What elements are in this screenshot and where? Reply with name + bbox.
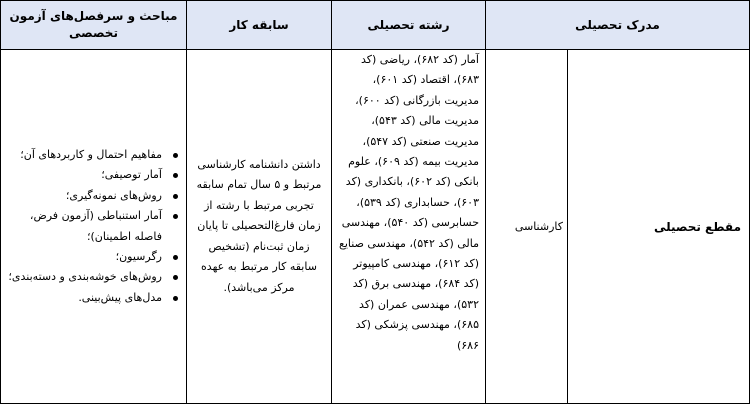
field-item: بانکداری (کد ۶۰۳) ،	[346, 175, 479, 208]
topic-item: مفاهیم احتمال و کاربردهای آن؛	[5, 145, 162, 165]
topic-item: روش‌های نمونه‌گیری؛	[5, 186, 162, 206]
field-item: مدیریت صنعتی (کد ۵۴۷) ،	[363, 135, 480, 148]
field-item: مهندسی صنایع (کد ۶۱۲) ،	[339, 237, 479, 270]
field-item: مهندسی کامپیوتر (کد ۶۸۴) ،	[353, 257, 479, 290]
field-item: حسابرسی (کد ۵۴۰) ،	[380, 216, 479, 229]
field-item: علوم بانکی (کد ۶۰۲) ،	[348, 155, 479, 188]
topic-item: آمار توصیفی؛	[5, 165, 162, 185]
header-topics: مباحث و سرفصل‌های آزمون تخصصی	[1, 1, 187, 50]
field-item: مدیریت مالی (کد ۵۴۳) ،	[371, 114, 479, 127]
field-item: مهندسی پزشکی (کد ۶۸۶)	[355, 318, 479, 352]
field-item: آمار (کد ۶۸۲) ،	[410, 53, 479, 66]
topics-list	[5, 145, 180, 308]
header-degree: مدرک تحصیلی	[486, 1, 750, 50]
level-cell: کارشناسی	[486, 50, 568, 404]
field-item: حسابداری (کد ۵۳۹) ،	[356, 196, 450, 209]
table-row	[1, 50, 750, 404]
fields-cell	[332, 50, 486, 404]
topics-cell	[1, 50, 187, 404]
topic-item: مدل‌های پیش‌بینی.	[5, 288, 162, 308]
fields-list	[336, 50, 479, 356]
topic-item: روش‌های خوشه‌بندی و دسته‌بندی؛	[5, 267, 162, 287]
field-item: مهندسی عمران (کد ۶۸۵) ،	[359, 298, 479, 331]
field-item: مدیریت بیمه (کد ۶۰۹) ،	[371, 155, 479, 168]
experience-cell: داشتن دانشنامه کارشناسی مرتبط و ۵ سال تمام سابقه تجربی مرتبط با رشته از زمان فارغ‌التحصیلی تا پایان زمان ثبت‌نام (تشخیص سابقه کار مرتبط به عهده مرکز می‌باشد).	[187, 50, 332, 404]
field-item: مدیریت بازرگانی (کد ۶۰۰) ،	[355, 94, 479, 107]
degree-cell: مقطع تحصیلی	[568, 50, 750, 404]
topic-item: آمار استنباطی (آزمون فرض، فاصله اطمینان)؛	[5, 206, 162, 247]
field-item: ریاضی (کد ۶۸۳) ،	[361, 53, 479, 86]
field-item: اقتصاد (کد ۶۰۱) ،	[373, 73, 450, 86]
topic-item: رگرسیون؛	[5, 247, 162, 267]
field-item: مهندسی برق (کد ۵۳۲) ،	[353, 277, 479, 310]
header-experience: سابقه کار	[187, 1, 332, 50]
header-field: رشته تحصیلی	[332, 1, 486, 50]
header-row	[1, 1, 750, 50]
field-item: مهندسی مالی (کد ۵۴۲) ،	[342, 216, 479, 249]
